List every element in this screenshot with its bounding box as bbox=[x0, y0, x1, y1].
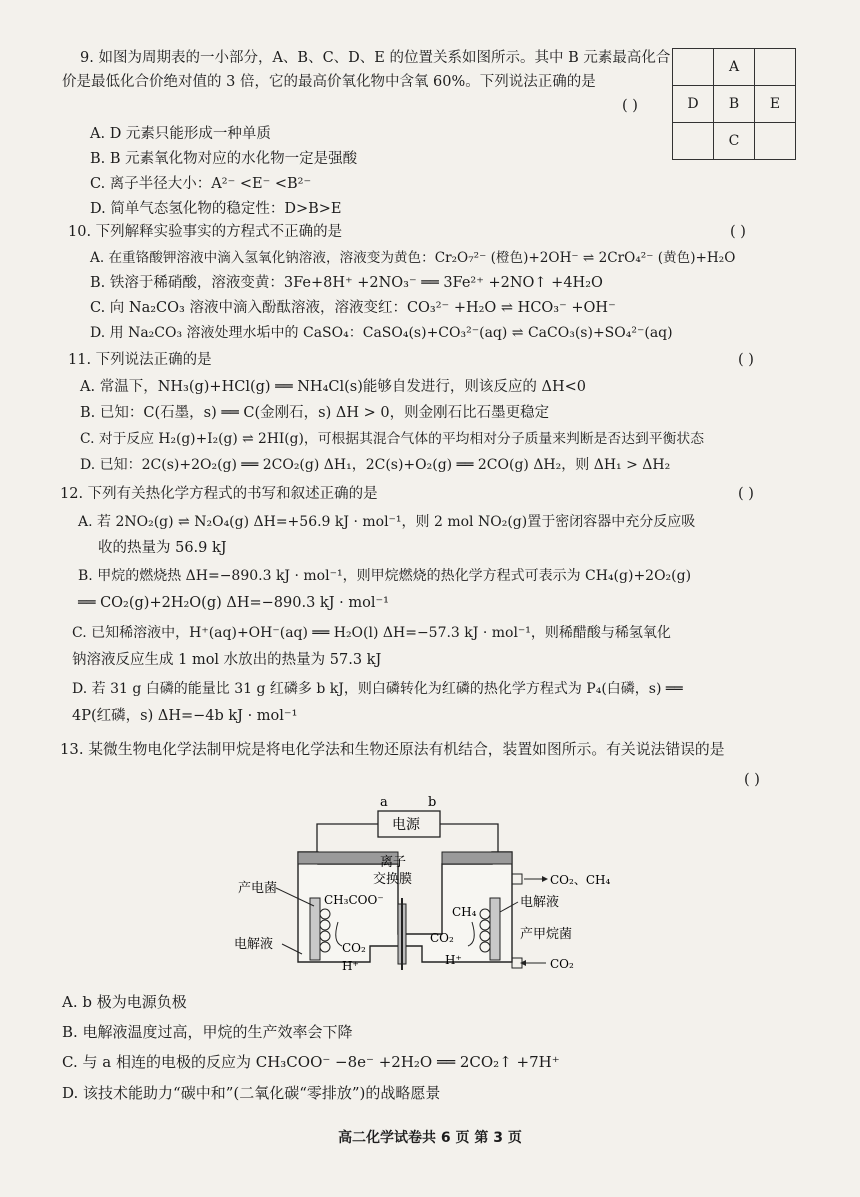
q12-option-d-line1: D. 若 31 g 白磷的能量比 31 g 红磷多 b kJ，则白磷转化为红磷的热化学方程式为 P₄(白磷，s) ══ bbox=[72, 681, 683, 697]
outlet-gas-label: CO₂、CH₄ bbox=[550, 873, 610, 887]
page-footer: 高二化学试卷共 6 页 第 3 页 bbox=[338, 1130, 522, 1146]
q12-option-c-line1: C. 已知稀溶液中，H⁺(aq)+OH⁻(aq) ══ H₂O(l) ΔH=−57.3 kJ · mol⁻¹，则稀醋酸与稀氢氧化 bbox=[72, 625, 671, 641]
power-supply-label: 电源 bbox=[392, 817, 420, 833]
left-proton-label: H⁺ bbox=[342, 959, 359, 973]
q11-option-d: D. 已知：2C(s)+2O₂(g) ══ 2CO₂(g) ΔH₁，2C(s)+O₂(g) ══ 2CO(g) ΔH₂，则 ΔH₁ > ΔH₂ bbox=[80, 457, 671, 473]
q11-answer-paren: ( ) bbox=[738, 352, 754, 368]
q9-option-a: A. D 元素只能形成一种单质 bbox=[90, 126, 271, 142]
cell-b: B bbox=[714, 86, 755, 123]
q11-option-b: B. 已知：C(石墨，s) ══ C(金刚石，s) ΔH > 0，则金刚石比石墨更稳定 bbox=[80, 405, 550, 421]
right-bacteria-label: 产甲烷菌 bbox=[520, 927, 573, 942]
q12-option-b-line2: ══ CO₂(g)+2H₂O(g) ΔH=−890.3 kJ · mol⁻¹ bbox=[78, 595, 389, 611]
q12-option-d-line2: 4P(红磷，s) ΔH=−4b kJ · mol⁻¹ bbox=[72, 708, 298, 724]
right-electrolyte-label: 电解液 bbox=[520, 895, 560, 910]
right-lid bbox=[442, 852, 512, 864]
q12-option-a-line2: 收的热量为 56.9 kJ bbox=[98, 540, 227, 556]
right-electrode bbox=[490, 898, 500, 960]
left-electrode bbox=[310, 898, 320, 960]
methane-label: CH₄ bbox=[452, 905, 477, 919]
q10-stem: 10. 下列解释实验事实的方程式不正确的是 bbox=[68, 224, 343, 240]
right-proton-label: H⁺ bbox=[445, 953, 462, 967]
q13-answer-paren: ( ) bbox=[744, 772, 760, 788]
q13-option-b: B. 电解液温度过高，甲烷的生产效率会下降 bbox=[62, 1023, 353, 1041]
membrane-label-line1: 离子 bbox=[380, 855, 407, 870]
q9-stem-line2: 价是最低化合价绝对值的 3 倍，它的最高价氧化物中含氧 60%。下列说法正确的是 bbox=[62, 74, 596, 90]
cell-d: D bbox=[673, 86, 714, 123]
q9-stem-line1: 9. 如图为周期表的一小部分，A、B、C、D、E 的位置关系如图所示。其中 B 元素最高化合 bbox=[80, 50, 671, 66]
q9-option-c: C. 离子半径大小：A²⁻ <E⁻ <B²⁻ bbox=[90, 176, 312, 192]
right-co2-label: CO₂ bbox=[430, 931, 454, 945]
q10-option-a: A. 在重铬酸钾溶液中滴入氢氧化钠溶液，溶液变为黄色：Cr₂O₇²⁻ (橙色)+2OH⁻ ⇌ 2CrO₄²⁻ (黄色)+H₂O bbox=[90, 250, 736, 266]
q11-stem: 11. 下列说法正确的是 bbox=[68, 352, 212, 368]
terminal-b-label: b bbox=[428, 795, 437, 810]
q12-answer-paren: ( ) bbox=[738, 486, 754, 502]
q12-option-a-line1: A. 若 2NO₂(g) ⇌ N₂O₄(g) ΔH=+56.9 kJ · mol⁻¹，则 2 mol NO₂(g)置于密闭容器中充分反应吸 bbox=[78, 514, 696, 530]
q10-option-d: D. 用 Na₂CO₃ 溶液处理水垢中的 CaSO₄：CaSO₄(s)+CO₃²⁻(aq) ⇌ CaCO₃(s)+SO₄²⁻(aq) bbox=[90, 325, 673, 341]
electrolysis-apparatus-diagram bbox=[230, 794, 610, 984]
q13-option-a: A. b 极为电源负极 bbox=[62, 993, 187, 1011]
q13-option-c: C. 与 a 相连的电极的反应为 CH₃COO⁻ −8e⁻ +2H₂O ══ 2CO₂↑ +7H⁺ bbox=[62, 1053, 560, 1071]
cell-e: E bbox=[755, 86, 796, 123]
q11-option-c: C. 对于反应 H₂(g)+I₂(g) ⇌ 2HI(g)，可根据其混合气体的平均相对分子质量来判断是否达到平衡状态 bbox=[80, 431, 705, 447]
acetate-label: CH₃COO⁻ bbox=[324, 893, 384, 907]
cell-c: C bbox=[714, 123, 755, 160]
q10-option-b: B. 铁溶于稀硝酸，溶液变黄：3Fe+8H⁺ +2NO₃⁻ ══ 3Fe²⁺ +2NO↑ +4H₂O bbox=[90, 275, 603, 291]
q9-option-b: B. B 元素氧化物对应的水化物一定是强酸 bbox=[90, 151, 358, 167]
terminal-a-label: a bbox=[380, 795, 388, 810]
q11-option-a: A. 常温下，NH₃(g)+HCl(g) ══ NH₄Cl(s)能够自发进行，则该反应的 ΔH<0 bbox=[80, 379, 586, 395]
inlet-gas-label: CO₂ bbox=[550, 957, 574, 971]
q13-option-d: D. 该技术能助力“碳中和”(二氧化碳“零排放”)的战略愿景 bbox=[62, 1084, 441, 1102]
q10-option-c: C. 向 Na₂CO₃ 溶液中滴入酚酞溶液，溶液变红：CO₃²⁻ +H₂O ⇌ HCO₃⁻ +OH⁻ bbox=[90, 300, 616, 316]
left-bacteria-label: 产电菌 bbox=[238, 881, 278, 896]
gas-outlet bbox=[512, 874, 522, 884]
periodic-table-fragment bbox=[672, 48, 796, 160]
cell-a: A bbox=[714, 49, 755, 86]
left-electrolyte-label: 电解液 bbox=[234, 937, 274, 952]
q12-stem: 12. 下列有关热化学方程式的书写和叙述正确的是 bbox=[60, 486, 378, 502]
membrane-label-line2: 交换膜 bbox=[373, 872, 413, 887]
q9-option-d: D. 简单气态氢化物的稳定性：D>B>E bbox=[90, 201, 342, 217]
q12-option-c-line2: 钠溶液反应生成 1 mol 水放出的热量为 57.3 kJ bbox=[72, 652, 382, 668]
q12-option-b-line1: B. 甲烷的燃烧热 ΔH=−890.3 kJ · mol⁻¹，则甲烷燃烧的热化学方程式可表示为 CH₄(g)+2O₂(g) bbox=[78, 568, 692, 584]
left-co2-label: CO₂ bbox=[342, 941, 366, 955]
q13-stem: 13. 某微生物电化学法制甲烷是将电化学法和生物还原法有机结合，装置如图所示。有关说法错误的是 bbox=[60, 741, 725, 758]
q9-answer-paren: ( ) bbox=[622, 98, 638, 114]
q10-answer-paren: ( ) bbox=[730, 224, 746, 240]
